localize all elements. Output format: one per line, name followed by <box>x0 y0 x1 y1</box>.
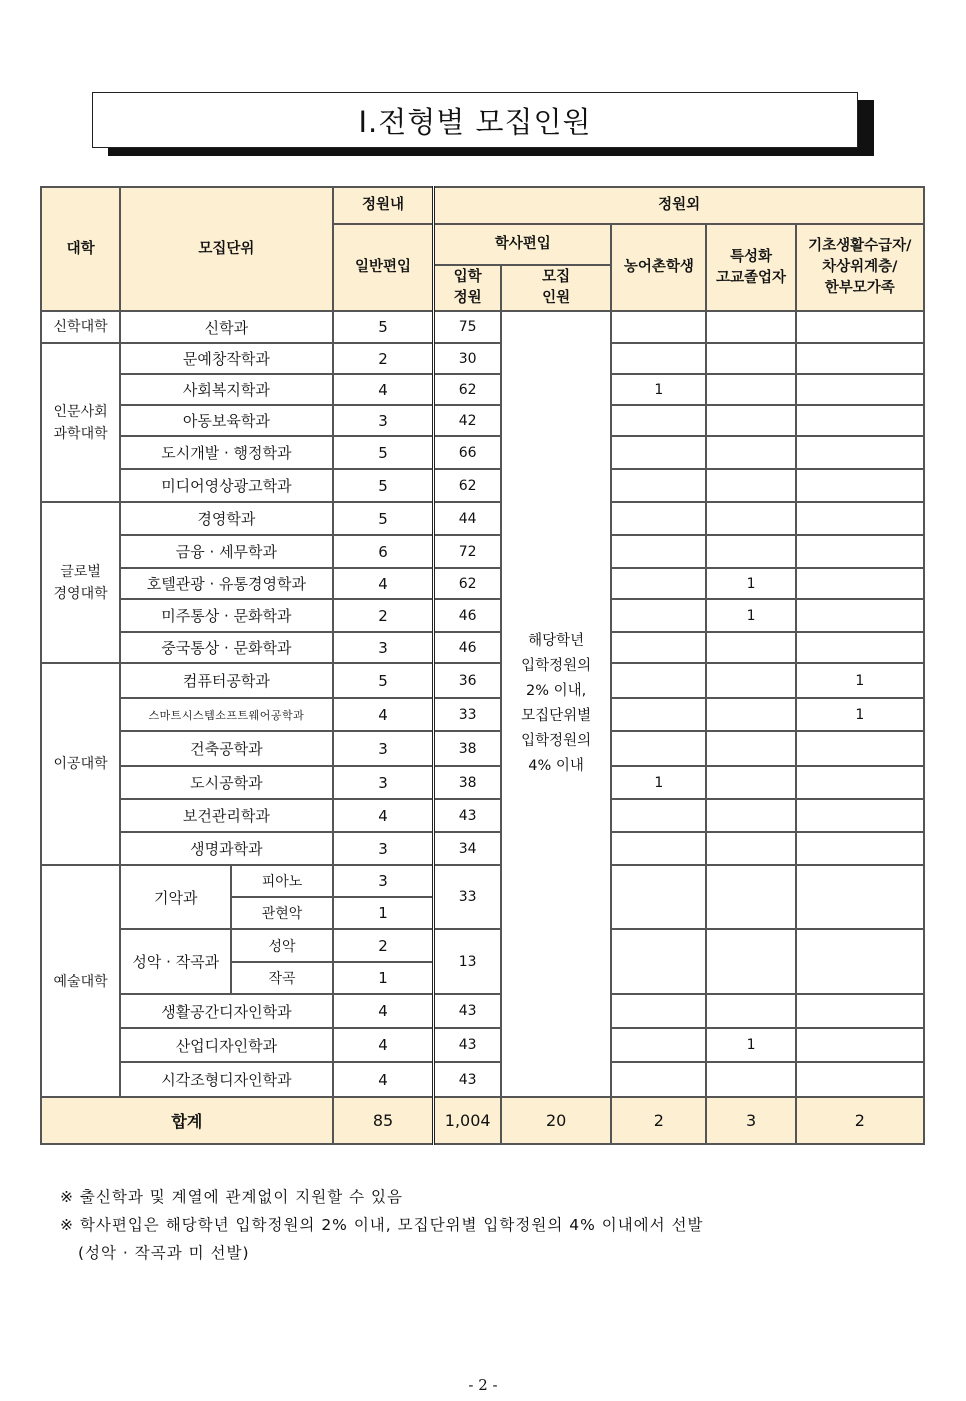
general-transfer-value: 3 <box>333 865 434 897</box>
sub-unit-name: 작곡 <box>231 962 332 994</box>
table-row <box>41 663 924 698</box>
general-transfer-value: 2 <box>333 343 434 374</box>
table-row <box>41 599 924 632</box>
rural-value <box>611 599 706 632</box>
general-transfer-value: 5 <box>333 469 434 502</box>
header-rural: 농어촌학생 <box>611 224 706 311</box>
table-row <box>41 632 924 663</box>
admission-quota-value: 43 <box>434 1028 501 1062</box>
low-income-value <box>796 731 924 766</box>
general-transfer-value: 3 <box>333 766 434 799</box>
vocational-value <box>706 632 795 663</box>
vocational-value <box>706 405 795 436</box>
low-income-value <box>796 405 924 436</box>
table-row <box>41 1062 924 1097</box>
rural-value: 1 <box>611 374 706 405</box>
vocational-value <box>706 311 795 343</box>
general-transfer-value: 6 <box>333 535 434 568</box>
vocational-value <box>706 535 795 568</box>
unit-name: 사회복지학과 <box>120 374 332 405</box>
college-name: 신학대학 <box>41 311 120 343</box>
admission-quota-value: 62 <box>434 568 501 599</box>
general-transfer-value: 5 <box>333 502 434 535</box>
table-row <box>41 929 924 962</box>
header-recruit-count: 모집 인원 <box>501 265 611 311</box>
general-transfer-value: 3 <box>333 632 434 663</box>
low-income-value <box>796 599 924 632</box>
vocational-value <box>706 374 795 405</box>
admission-quota-value: 43 <box>434 1062 501 1097</box>
general-transfer-value: 5 <box>333 436 434 469</box>
rural-value <box>611 568 706 599</box>
vocational-value: 1 <box>706 599 795 632</box>
admission-quota-value: 66 <box>434 436 501 469</box>
total-quota: 1,004 <box>434 1097 501 1144</box>
low-income-value <box>796 1028 924 1062</box>
table-row <box>41 535 924 568</box>
general-transfer-value: 1 <box>333 897 434 929</box>
table-row <box>41 766 924 799</box>
admission-quota-value: 62 <box>434 469 501 502</box>
rural-value <box>611 1028 706 1062</box>
admission-quota-value: 30 <box>434 343 501 374</box>
general-transfer-value: 2 <box>333 929 434 962</box>
rural-value <box>611 632 706 663</box>
table-row <box>41 832 924 865</box>
table-row <box>41 994 924 1028</box>
low-income-value <box>796 929 924 994</box>
unit-name: 기악과 <box>120 865 231 929</box>
header-low-income: 기초생활수급자/ 차상위계층/ 한부모가족 <box>796 224 924 311</box>
vocational-value <box>706 343 795 374</box>
unit-name: 신학과 <box>120 311 332 343</box>
low-income-value <box>796 469 924 502</box>
unit-name: 시각조형디자인학과 <box>120 1062 332 1097</box>
admission-quota-value: 36 <box>434 663 501 698</box>
rural-value <box>611 469 706 502</box>
total-general: 85 <box>333 1097 434 1144</box>
page-number: - 2 - <box>468 1376 498 1394</box>
rural-value <box>611 343 706 374</box>
unit-name: 건축공학과 <box>120 731 332 766</box>
table-row <box>41 1097 924 1144</box>
admission-quota-value: 33 <box>434 865 501 929</box>
note-3: (성악 · 작곡과 미 선발) <box>78 1244 250 1262</box>
unit-name: 보건관리학과 <box>120 799 332 832</box>
vocational-value <box>706 731 795 766</box>
unit-name: 도시공학과 <box>120 766 332 799</box>
table-row <box>41 374 924 405</box>
college-name: 이공대학 <box>41 663 120 865</box>
admission-quota-value: 44 <box>434 502 501 535</box>
general-transfer-value: 4 <box>333 994 434 1028</box>
low-income-value <box>796 568 924 599</box>
rural-value <box>611 731 706 766</box>
admission-quota-value: 62 <box>434 374 501 405</box>
unit-name: 아동보육학과 <box>120 405 332 436</box>
table-row <box>41 731 924 766</box>
unit-name: 성악 · 작곡과 <box>120 929 231 994</box>
notes <box>60 1183 704 1267</box>
vocational-value <box>706 929 795 994</box>
low-income-value <box>796 343 924 374</box>
rural-value <box>611 994 706 1028</box>
table-row <box>41 799 924 832</box>
unit-name: 미주통상 · 문화학과 <box>120 599 332 632</box>
unit-name: 산업디자인학과 <box>120 1028 332 1062</box>
low-income-value <box>796 502 924 535</box>
admission-quota-value: 43 <box>434 994 501 1028</box>
vocational-value <box>706 469 795 502</box>
vocational-value: 1 <box>706 1028 795 1062</box>
header-in-quota: 정원내 <box>333 187 434 224</box>
rural-value: 1 <box>611 766 706 799</box>
unit-name: 생명과학과 <box>120 832 332 865</box>
low-income-value <box>796 865 924 929</box>
vocational-value <box>706 994 795 1028</box>
general-transfer-value: 4 <box>333 1062 434 1097</box>
table-row <box>41 865 924 897</box>
vocational-value <box>706 832 795 865</box>
vocational-value <box>706 698 795 731</box>
header-admission-quota: 입학 정원 <box>434 265 501 311</box>
total-recruit: 20 <box>501 1097 611 1144</box>
total-rural: 2 <box>611 1097 706 1144</box>
total-vocational: 3 <box>706 1097 795 1144</box>
table-row <box>41 436 924 469</box>
header-vocational: 특성화 고교졸업자 <box>706 224 795 311</box>
low-income-value <box>796 832 924 865</box>
general-transfer-value: 4 <box>333 1028 434 1062</box>
table-row <box>41 405 924 436</box>
low-income-value: 1 <box>796 663 924 698</box>
admission-quota-value: 46 <box>434 599 501 632</box>
admission-quota-value: 72 <box>434 535 501 568</box>
general-transfer-value: 2 <box>333 599 434 632</box>
low-income-value <box>796 632 924 663</box>
general-transfer-value: 3 <box>333 731 434 766</box>
sub-unit-name: 성악 <box>231 929 332 962</box>
low-income-value <box>796 799 924 832</box>
general-transfer-value: 5 <box>333 311 434 343</box>
header-general-transfer: 일반편입 <box>333 224 434 311</box>
low-income-value <box>796 1062 924 1097</box>
general-transfer-value: 4 <box>333 374 434 405</box>
sub-unit-name: 관현악 <box>231 897 332 929</box>
college-name: 인문사회 과학대학 <box>41 343 120 502</box>
title-frame <box>92 92 858 148</box>
admission-quota-value: 75 <box>434 311 501 343</box>
rural-value <box>611 865 706 929</box>
table-row <box>41 311 924 343</box>
table-row <box>41 343 924 374</box>
low-income-value <box>796 436 924 469</box>
vocational-value <box>706 865 795 929</box>
rural-value <box>611 436 706 469</box>
general-transfer-value: 4 <box>333 799 434 832</box>
general-transfer-value: 3 <box>333 832 434 865</box>
unit-name: 금융 · 세무학과 <box>120 535 332 568</box>
college-name: 글로벌 경영대학 <box>41 502 120 663</box>
rural-value <box>611 929 706 994</box>
rural-value <box>611 832 706 865</box>
total-low-income: 2 <box>796 1097 924 1144</box>
rural-value <box>611 799 706 832</box>
vocational-value <box>706 502 795 535</box>
bachelor-transfer-note: 해당학년 입학정원의 2% 이내, 모집단위별 입학정원의 4% 이내 <box>501 311 611 1097</box>
page-title: Ⅰ.전형별 모집인원 <box>92 92 858 148</box>
admission-quota-value: 13 <box>434 929 501 994</box>
rural-value <box>611 502 706 535</box>
table-row <box>41 502 924 535</box>
low-income-value: 1 <box>796 698 924 731</box>
general-transfer-value: 5 <box>333 663 434 698</box>
unit-name: 컴퓨터공학과 <box>120 663 332 698</box>
header-bachelor-transfer: 학사편입 <box>434 224 611 265</box>
unit-name: 중국통상 · 문화학과 <box>120 632 332 663</box>
table-row <box>41 568 924 599</box>
vocational-value <box>706 436 795 469</box>
admission-quota-value: 33 <box>434 698 501 731</box>
admission-quota-value: 38 <box>434 731 501 766</box>
vocational-value <box>706 663 795 698</box>
low-income-value <box>796 535 924 568</box>
header-college: 대학 <box>41 187 120 311</box>
rural-value <box>611 698 706 731</box>
note-1: ※ 출신학과 및 계열에 관계없이 지원할 수 있음 <box>60 1188 403 1206</box>
admission-quota-value: 46 <box>434 632 501 663</box>
admission-quota-value: 38 <box>434 766 501 799</box>
admission-quota-value: 42 <box>434 405 501 436</box>
low-income-value <box>796 374 924 405</box>
admission-quota-value: 34 <box>434 832 501 865</box>
unit-name: 스마트시스템소프트웨어공학과 <box>120 698 332 731</box>
rural-value <box>611 663 706 698</box>
rural-value <box>611 1062 706 1097</box>
rural-value <box>611 311 706 343</box>
vocational-value: 1 <box>706 568 795 599</box>
unit-name: 미디어영상광고학과 <box>120 469 332 502</box>
general-transfer-value: 3 <box>333 405 434 436</box>
unit-name: 호텔관광 · 유통경영학과 <box>120 568 332 599</box>
general-transfer-value: 1 <box>333 962 434 994</box>
vocational-value <box>706 1062 795 1097</box>
low-income-value <box>796 766 924 799</box>
unit-name: 생활공간디자인학과 <box>120 994 332 1028</box>
rural-value <box>611 535 706 568</box>
general-transfer-value: 4 <box>333 568 434 599</box>
total-label: 합계 <box>41 1097 333 1144</box>
college-name: 예술대학 <box>41 865 120 1097</box>
recruitment-table <box>40 186 925 1145</box>
unit-name: 문예창작학과 <box>120 343 332 374</box>
vocational-value <box>706 766 795 799</box>
header-out-quota: 정원외 <box>434 187 924 224</box>
vocational-value <box>706 799 795 832</box>
note-2: ※ 학사편입은 해당학년 입학정원의 2% 이내, 모집단위별 입학정원의 4% 이내에서 선발 <box>60 1216 704 1234</box>
general-transfer-value: 4 <box>333 698 434 731</box>
sub-unit-name: 피아노 <box>231 865 332 897</box>
rural-value <box>611 405 706 436</box>
unit-name: 도시개발 · 행정학과 <box>120 436 332 469</box>
table-row <box>41 1028 924 1062</box>
table-row <box>41 698 924 731</box>
low-income-value <box>796 311 924 343</box>
low-income-value <box>796 994 924 1028</box>
admission-quota-value: 43 <box>434 799 501 832</box>
unit-name: 경영학과 <box>120 502 332 535</box>
table-row <box>41 469 924 502</box>
header-unit: 모집단위 <box>120 187 332 311</box>
